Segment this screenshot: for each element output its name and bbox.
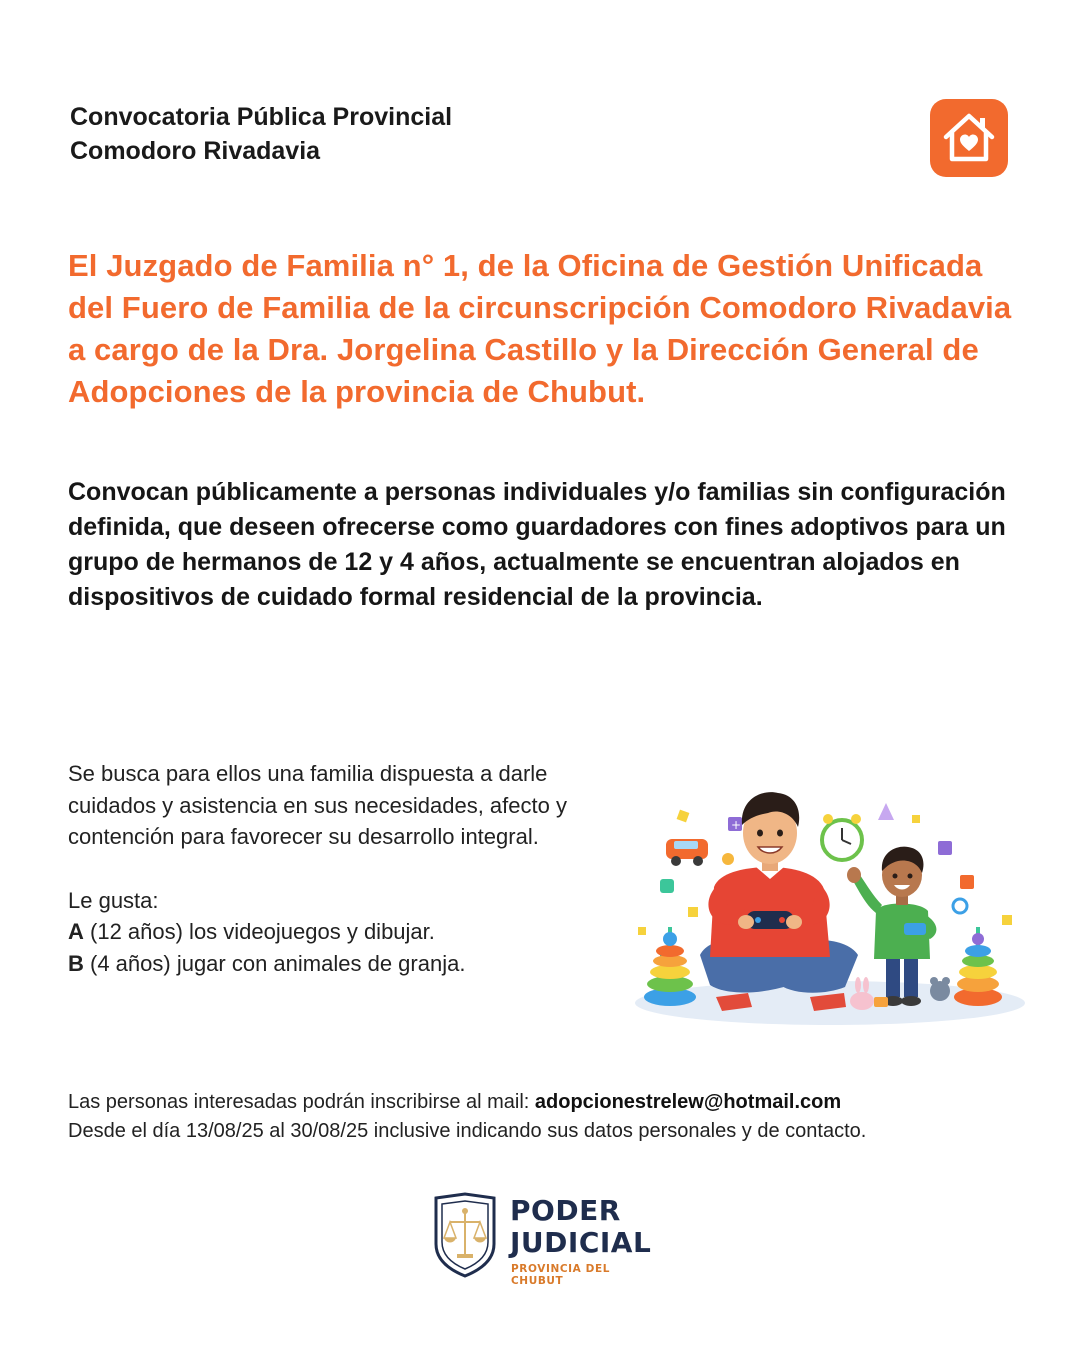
contact-prefix: Las personas interesadas podrán inscribirse al mail: bbox=[68, 1091, 535, 1113]
headline: El Juzgado de Familia n° 1, de la Oficina de Gestión Unificada del Fuero de Familia de la circunscripción Comodoro Rivadavia a cargo de la Dra. Jorgelina Castillo y la Dirección General de Adopciones de la provincia de Chubut. bbox=[68, 248, 1012, 409]
logo-line-1: PODER bbox=[510, 1194, 621, 1227]
child-a-letter: A bbox=[68, 919, 84, 944]
child-a-line bbox=[68, 916, 588, 948]
description-paragraph: Se busca para ellos una familia dispuesta a darle cuidados y asistencia en sus necesidades, afecto y contención para favorecer su desarrollo integral. bbox=[68, 761, 567, 849]
contact-email[interactable]: adopcionestrelew@hotmail.com bbox=[534, 1091, 842, 1113]
child-b-letter: B bbox=[68, 950, 84, 976]
logo-line-3: PROVINCIA DEL CHUBUT bbox=[511, 1263, 611, 1287]
house-heart-icon bbox=[930, 99, 1008, 177]
header-subtitle: Comodoro Rivadavia bbox=[70, 137, 321, 165]
child-a-text: (12 años) los videojuegos y dibujar. bbox=[83, 919, 435, 944]
child-b-line bbox=[68, 948, 588, 980]
contact-info bbox=[68, 1088, 1048, 1146]
family-playing-illustration bbox=[630, 775, 1030, 1030]
contact-line-2: Desde el día 13/08/25 al 30/08/25 inclusive indicando sus datos personales y de contacto. bbox=[68, 1120, 867, 1142]
logo-line-2: JUDICIAL bbox=[510, 1226, 652, 1259]
likes-title: Le gusta: bbox=[68, 887, 159, 913]
body-text bbox=[68, 758, 588, 979]
intro-paragraph: Convocan públicamente a personas individuales y/o familias sin configuración definida, que deseen ofrecerse como guardadores con fines adoptivos para un grupo de hermanos de 12 y 4 años, actualmente se encuentran alojados en dispositivos de cuidado formal residencial de la provincia. bbox=[68, 478, 1006, 611]
justice-shield-icon bbox=[432, 1192, 498, 1278]
poder-judicial-logo bbox=[432, 1192, 662, 1287]
header bbox=[70, 100, 452, 168]
header-title: Convocatoria Pública Provincial bbox=[70, 103, 453, 131]
contact-line-1 bbox=[68, 1088, 1048, 1117]
svg-text:+: + bbox=[731, 818, 742, 832]
child-b-text: (4 años) jugar con animales de granja. bbox=[83, 950, 466, 976]
